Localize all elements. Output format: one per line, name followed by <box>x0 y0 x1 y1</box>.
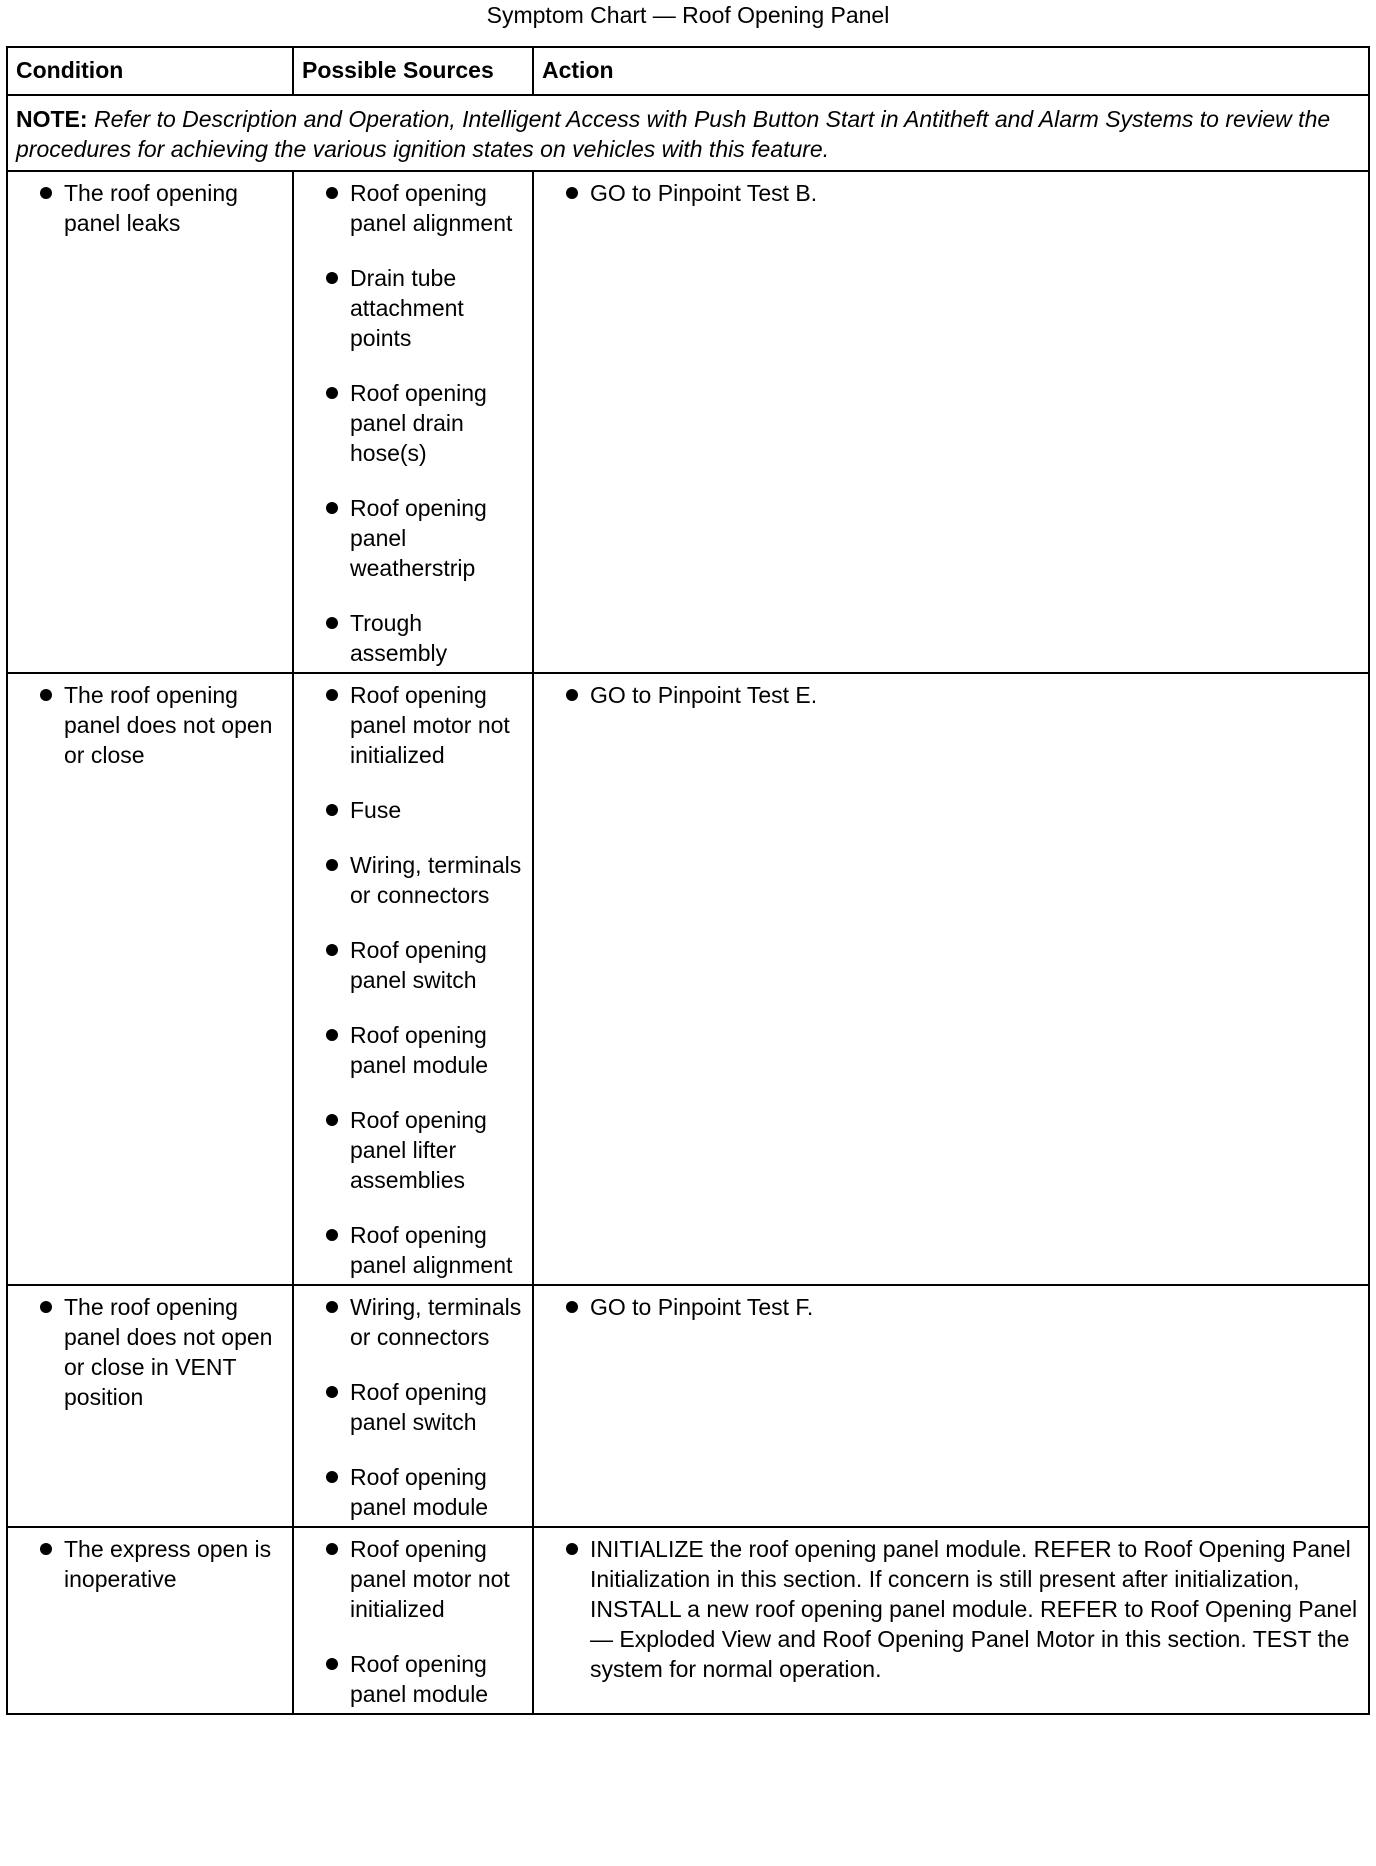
table-row <box>7 673 1369 1285</box>
source-item: Roof opening panel alignment <box>302 178 524 238</box>
note-cell <box>7 95 1369 171</box>
source-item: Drain tube attachment points <box>302 263 524 353</box>
source-item: Roof opening panel motor not initialized <box>302 680 524 770</box>
source-item: Roof opening panel module <box>302 1020 524 1080</box>
action-cell <box>533 1527 1369 1714</box>
source-item: Roof opening panel switch <box>302 935 524 995</box>
table-row <box>7 1527 1369 1714</box>
table-row <box>7 1285 1369 1527</box>
header-condition: Condition <box>7 47 293 95</box>
header-action: Action <box>533 47 1369 95</box>
condition-item: The roof opening panel leaks <box>16 178 284 238</box>
condition-cell <box>7 673 293 1285</box>
source-item: Roof opening panel weatherstrip <box>302 493 524 583</box>
action-item: GO to Pinpoint Test E. <box>542 680 1360 710</box>
header-row <box>7 47 1369 95</box>
sources-cell <box>293 171 533 673</box>
condition-cell <box>7 1527 293 1714</box>
condition-item: The express open is inoperative <box>16 1534 284 1594</box>
sources-cell <box>293 1285 533 1527</box>
action-cell <box>533 171 1369 673</box>
condition-cell <box>7 1285 293 1527</box>
chart-title: Symptom Chart — Roof Opening Panel <box>486 2 890 28</box>
source-item: Roof opening panel drain hose(s) <box>302 378 524 468</box>
action-item: INITIALIZE the roof opening panel module. REFER to Roof Opening Panel Initialization in this section. If concern is still present after initialization, INSTALL a new roof opening panel module. REFER to Roof Opening Panel— Exploded View and Roof Opening Panel Motor in this section. TEST the system for normal operation. <box>542 1534 1360 1684</box>
condition-item: The roof opening panel does not open or close <box>16 680 284 770</box>
source-item: Roof opening panel switch <box>302 1377 524 1437</box>
source-item: Trough assembly <box>302 608 524 668</box>
symptom-chart-table <box>6 46 1370 1715</box>
source-item: Roof opening panel alignment <box>302 1220 524 1280</box>
header-possible-sources: Possible Sources <box>293 47 533 95</box>
note-text: Refer to Description and Operation, Intelligent Access with Push Button Start in Antitheft and Alarm Systems to review the procedures for achieving the various ignition states on vehicles with this feature. <box>16 106 1331 162</box>
source-item: Roof opening panel motor not initialized <box>302 1534 524 1624</box>
condition-item: The roof opening panel does not open or close in VENT position <box>16 1292 284 1412</box>
condition-cell <box>7 171 293 673</box>
source-item: Fuse <box>302 795 524 825</box>
action-item: GO to Pinpoint Test F. <box>542 1292 1360 1322</box>
note-label: NOTE: <box>16 106 88 132</box>
table-row <box>7 171 1369 673</box>
action-cell <box>533 673 1369 1285</box>
action-cell <box>533 1285 1369 1527</box>
source-item: Roof opening panel module <box>302 1462 524 1522</box>
sources-cell <box>293 1527 533 1714</box>
source-item: Wiring, terminals or connectors <box>302 1292 524 1352</box>
note-row <box>7 95 1369 171</box>
sources-cell <box>293 673 533 1285</box>
source-item: Roof opening panel lifter assemblies <box>302 1105 524 1195</box>
action-item: GO to Pinpoint Test B. <box>542 178 1360 208</box>
source-item: Wiring, terminals or connectors <box>302 850 524 910</box>
source-item: Roof opening panel module <box>302 1649 524 1709</box>
